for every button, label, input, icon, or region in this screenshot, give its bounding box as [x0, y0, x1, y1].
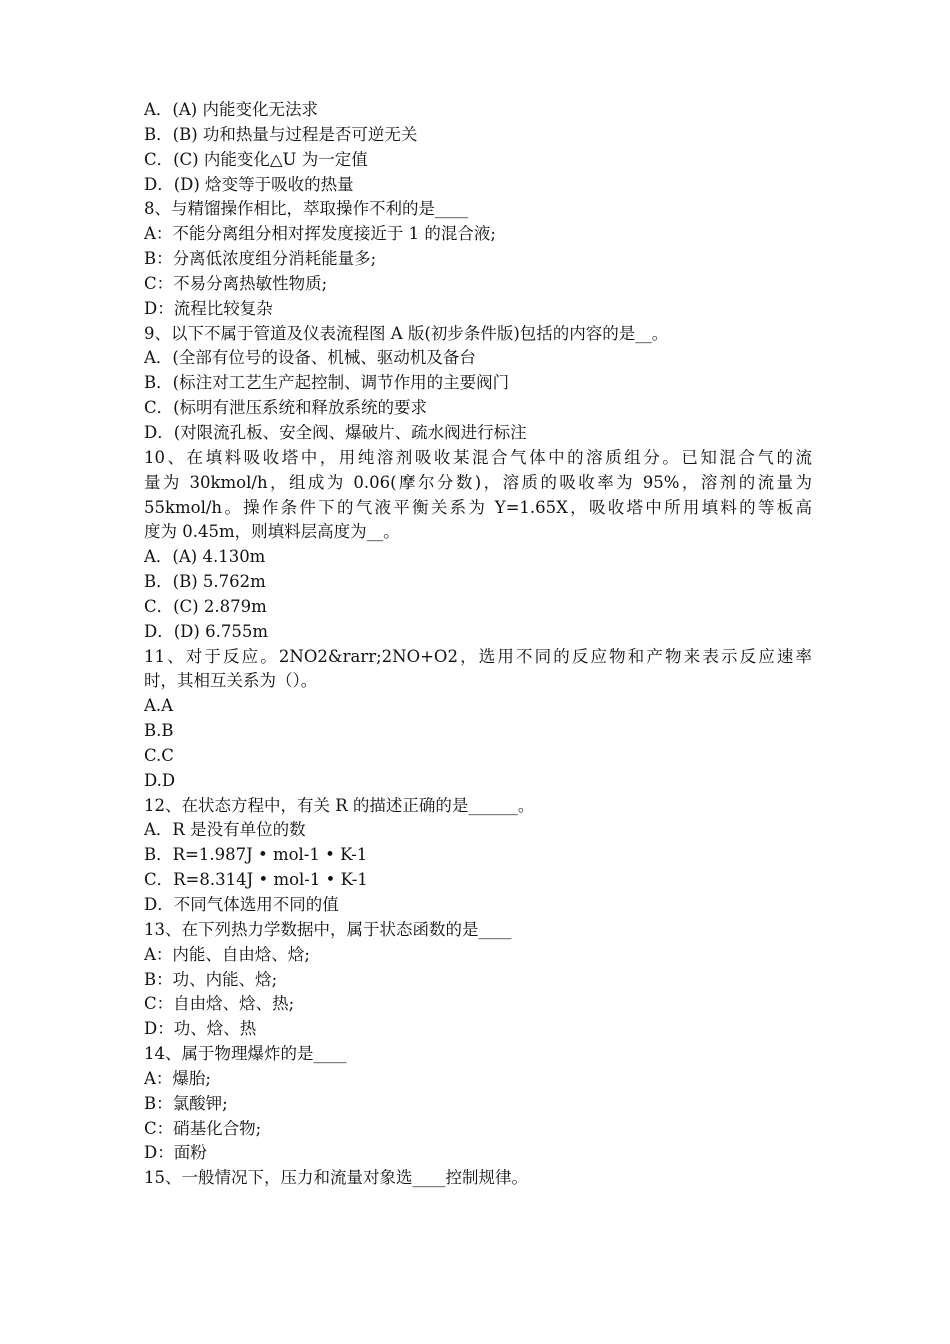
text-line: D．(对限流孔板、安全阀、爆破片、疏水阀进行标注	[144, 422, 527, 442]
text-line: A．(A) 4.130m	[144, 547, 266, 567]
text-line: B．(B) 功和热量与过程是否可逆无关	[144, 124, 418, 144]
text-line: C．(C) 内能变化△U 为一定值	[144, 149, 368, 169]
question-10: 10、在填料吸收塔中，用纯溶剂吸收某混合气体中的溶质组分。已知混合气的流	[144, 447, 812, 467]
text-line: D：面粉	[144, 1143, 207, 1163]
text-line: B．(标注对工艺生产起控制、调节作用的主要阀门	[144, 373, 510, 393]
text-line: 度为 0.45m，则填料层高度为__。	[144, 522, 400, 542]
text-line: C．(标明有泄压系统和释放系统的要求	[144, 398, 428, 418]
text-line: D．(D) 焓变等于吸收的热量	[144, 174, 354, 194]
text-line: A．R 是没有单位的数	[144, 820, 306, 840]
question-8: 8、与精馏操作相比，萃取操作不利的是____	[144, 199, 468, 219]
text-line: A．(A) 内能变化无法求	[144, 100, 318, 119]
text-line: A：内能、自由焓、焓;	[144, 944, 310, 964]
question-13: 13、在下列热力学数据中，属于状态函数的是____	[144, 919, 512, 939]
text-line: 量为 30kmol/h，组成为 0.06(摩尔分数)，溶质的吸收率为 95%，溶剂的流量为	[144, 472, 812, 492]
question-11: 11、对于反应。2NO2&rarr;2NO+O2，选用不同的反应物和产物来表示反应速率	[144, 646, 812, 666]
question-12: 12、在状态方程中，有关 R 的描述正确的是______。	[144, 795, 535, 815]
text-line: B：氯酸钾;	[144, 1093, 228, 1113]
text-line: A：爆胎;	[144, 1068, 211, 1088]
text-line: C：硝基化合物;	[144, 1118, 262, 1138]
text-line: C.C	[144, 745, 174, 765]
text-line: C：不易分离热敏性物质;	[144, 273, 328, 293]
text-line: 55kmol/h。操作条件下的气液平衡关系为 Y=1.65X，吸收塔中所用填料的等板高	[144, 497, 812, 517]
document-body	[144, 98, 812, 1191]
question-14: 14、属于物理爆炸的是____	[144, 1044, 347, 1064]
text-line: D．(D) 6.755m	[144, 621, 268, 641]
text-line: D．不同气体选用不同的值	[144, 895, 339, 914]
text-line: C．R=8.314J • mol-1 • K-1	[144, 870, 368, 890]
text-line: D.D	[144, 770, 176, 790]
text-line: A：不能分离组分相对挥发度接近于 1 的混合液;	[144, 224, 496, 244]
text-line: D：功、焓、热	[144, 1019, 257, 1039]
text-line: B．R=1.987J • mol-1 • K-1	[144, 845, 368, 865]
question-15: 15、一般情况下，压力和流量对象选____控制规律。	[144, 1168, 528, 1188]
text-line: 时，其相互关系为（）。	[144, 671, 318, 691]
text-line: C：自由焓、焓、热;	[144, 994, 295, 1014]
text-line: B．(B) 5.762m	[144, 572, 266, 592]
text-line: A．(全部有位号的设备、机械、驱动机及备台	[144, 348, 476, 368]
text-line: B：功、内能、焓;	[144, 969, 278, 989]
text-line: B：分离低浓度组分消耗能量多;	[144, 249, 377, 269]
text-line: B.B	[144, 721, 174, 741]
text-line: D：流程比较复杂	[144, 298, 273, 318]
text-line: A.A	[144, 696, 174, 716]
question-9: 9、以下不属于管道及仪表流程图 A 版(初步条件版)包括的内容的是__。	[144, 323, 669, 343]
text-line: C．(C) 2.879m	[144, 596, 267, 616]
